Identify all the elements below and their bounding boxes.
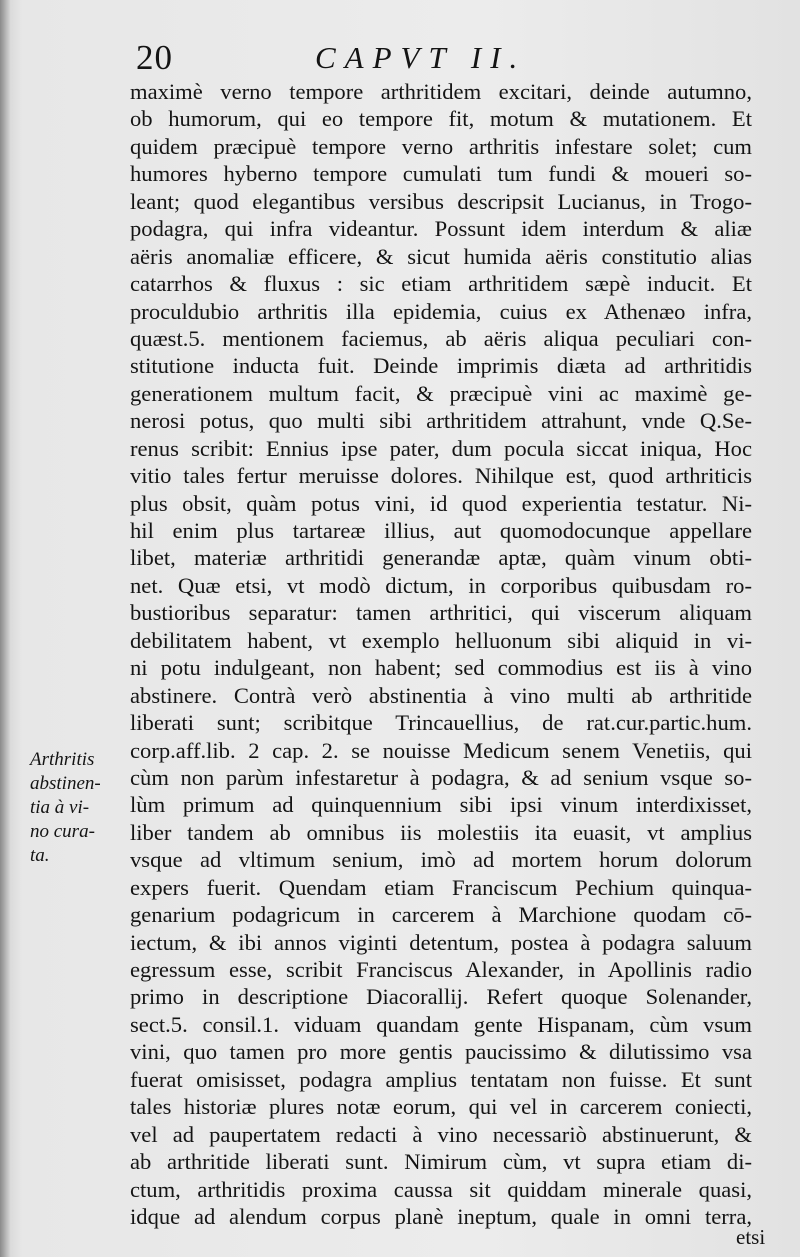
text-line: ni potu indulgeant, non habent; sed commodius est iis à vino [130,655,752,681]
catchword: etsi [736,1225,766,1249]
text-line: iectum, & ibi annos viginti detentum, postea à podagra saluum [130,929,752,955]
marginal-note-line: ta. [30,845,50,866]
text-line: stitutione inducta fuit. Deinde imprimis diæta ad arthritidis [130,353,752,379]
text-line: primo in descriptione Diacorallij. Refert quoque Solenander, [130,984,752,1010]
text-line: sect.5. consil.1. viduam quandam gente Hispanam, cùm vsum [130,1011,752,1037]
text-line: debilitatem habent, vt exemplo helluonum sibi aliquid in vi- [130,627,752,653]
text-line: leant; quod elegantibus versibus descripsit Lucianus, in Trogo- [130,188,752,214]
marginal-note-line: abstinen- [30,773,101,794]
text-line: proculdubio arthritis illa epidemia, cuius ex Athenæo infra, [130,298,752,324]
text-line: net. Quæ etsi, vt modò dictum, in corporibus quibusdam ro- [130,572,752,598]
text-line: maximè verno tempore arthritidem excitari, deinde autumno, [130,79,752,104]
text-line: libet, materiæ arthritidi generandæ aptæ, quàm vinum obti- [130,545,752,571]
text-line: bustioribus separatur: tamen arthritici, qui viscerum aliquam [130,600,752,626]
marginal-note [30,748,125,868]
text-line: cùm non parùm infestaretur à podagra, & ad senium vsque so- [130,764,752,790]
text-line: quæst.5. mentionem faciemus, ab aëris aliqua peculiari con- [130,325,752,351]
text-line: idque ad alendum corpus planè ineptum, quale in omni terra, [130,1203,752,1229]
text-line: liber tandem ab omnibus iis molestiis ita euasit, vt amplius [130,819,752,845]
text-line: corp.aff.lib. 2 cap. 2. se nouisse Medicum senem Venetiis, qui [130,737,752,763]
text-line: tales historiæ plures notæ eorum, qui vel in carcerem coniecti, [130,1094,752,1120]
text-line: humores hyberno tempore cumulati tum fundi & moueri so- [130,161,752,187]
text-line: ab arthritide liberati sunt. Nimirum cùm, vt supra etiam di- [130,1149,752,1175]
page-number: 20 [136,38,173,77]
running-head: CAPVT II. [315,40,527,75]
text-line: ctum, arthritidis proxima caussa sit quiddam minerale quasi, [130,1176,752,1202]
text-line: ob humorum, qui eo tempore fit, motum & mutationem. Et [130,106,752,132]
text-line: fuerat omisisset, podagra amplius tentatam non fuisse. Et sunt [130,1066,752,1092]
text-line: vsque ad vltimum senium, imò ad mortem horum dolorum [130,847,752,873]
text-line: catarrhos & fluxus : sic etiam arthritidem sæpè inducit. Et [130,271,752,297]
text-line: vitio tales fertur meruisse dolores. Nihilque est, quod arthriticis [130,463,752,489]
text-line: podagra, qui infra videantur. Possunt idem interdum & aliæ [130,216,752,242]
text-line: vini, quo tamen pro more gentis paucissimo & dilutissimo vsa [130,1039,752,1065]
text-line: egressum esse, scribit Franciscus Alexander, in Apollinis radio [130,957,752,982]
page-gutter-shadow [0,0,10,1257]
marginal-note-line: tia à vi- [30,797,90,818]
text-line: liberati sunt; scribitque Trincauellius, de rat.cur.partic.hum. [130,710,752,736]
text-line: hil enim plus tartareæ illius, aut quomodocunque appellare [130,518,752,543]
main-text-block [130,78,752,1230]
text-line: generationem multum facit, & præcipuè vini ac maximè ge- [130,380,752,406]
text-line: plus obsit, quàm potus vini, id quod experientia testatur. Ni- [130,490,752,516]
text-line: expers fuerit. Quendam etiam Franciscum Pechium quinqua- [130,874,752,900]
text-line: quidem præcipuè tempore verno arthritis infestare solet; cum [130,133,752,159]
marginal-note-line: no cura- [30,821,95,842]
marginal-note-line: Arthritis [30,749,95,770]
text-line: lùm primum ad quinquennium sibi ipsi vinum interdixisset, [130,792,752,818]
text-line: renus scribit: Ennius ipse pater, dum pocula siccat iniqua, Hoc [130,435,752,461]
text-line: abstinere. Contrà verò abstinentia à vino multi ab arthritide [130,682,752,708]
text-line: nerosi potus, quo multi sibi arthritidem attrahunt, vnde Q.Se- [130,408,752,434]
text-line: genarium podagricum in carcerem à Marchione quodam cō- [130,902,752,928]
text-line: aëris anomaliæ efficere, & sicut humida aëris constitutio alias [130,243,752,269]
text-line: vel ad paupertatem redacti à vino necessariò abstinuerunt, & [130,1121,752,1147]
